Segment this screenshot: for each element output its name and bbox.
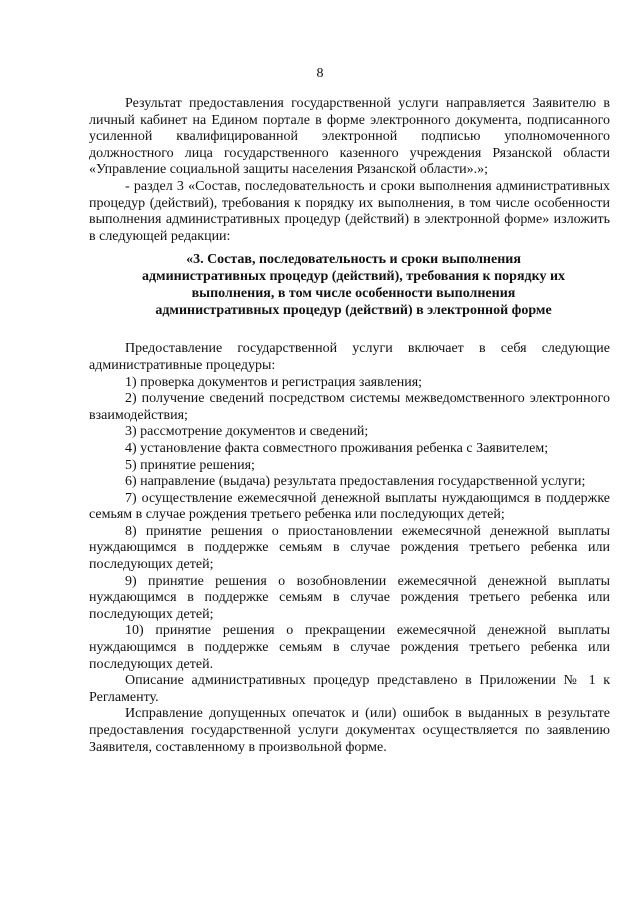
section-heading-line: «3. Состав, последовательность и сроки выполнения xyxy=(186,252,521,268)
paragraph-appendix-reference: Описание административных процедур представлено в Приложении № 1 к Регламенту. xyxy=(89,673,610,705)
procedure-item-7: 7) осуществление ежемесячной денежной выплаты нуждающимся в поддержке семьям в случае рождения третьего ребенка или последующих детей; xyxy=(89,490,610,523)
procedure-item-5: 5) принятие решения; xyxy=(125,457,255,473)
document-body xyxy=(89,96,610,756)
procedure-item-10: 10) принятие решения о прекращении ежемесячной денежной выплаты нуждающимся в поддержке семьям в случае рождения третьего ребенка или последующих детей. xyxy=(89,623,610,672)
page-number: 8 xyxy=(316,66,324,81)
paragraph-procedures-intro: Предоставление государственной услуги включает в себя следующие административные процедуры: xyxy=(89,341,610,373)
section-heading-line: административных процедур (действий), требования к порядку их xyxy=(141,269,566,285)
procedure-item-6: 6) направление (выдача) результата предоставления государственной услуги; xyxy=(125,474,586,490)
procedure-item-9: 9) принятие решения о возобновлении ежемесячной денежной выплаты нуждающимся в поддержке семьям в случае рождения третьего ребенка или последующих детей; xyxy=(89,573,610,622)
paragraph-result-delivery: Результат предоставления государственной услуги направляется Заявителю в личный кабинет на Едином портале в форме электронного документа, подписанного усиленной квалифицированной электронной подписью уполномоченного должностного лица государственного казенного учреждения Рязанской области «Управление социальной защиты населения Рязанской области».»; xyxy=(89,96,610,178)
section-heading-line: административных процедур (действий) в электронной форме xyxy=(155,303,552,319)
paragraph-error-correction: Исправление допущенных опечаток и (или) ошибок в выданных в результате предоставления государственной услуги документах осуществляется по заявлению Заявителя, составленному в произвольной форме. xyxy=(89,706,610,755)
section-heading-line: выполнения, в том числе особенности выполнения xyxy=(191,286,516,302)
section-heading xyxy=(89,251,610,319)
paragraph-section-3-amendment: - раздел 3 «Состав, последовательность и сроки выполнения административных процедур (действий), требования к порядку их выполнения, в том числе особенности выполнения административных процедур (действий) в электронной форме» изложить в следующей редакции: xyxy=(89,178,610,244)
procedure-item-8: 8) принятие решения о приостановлении ежемесячной денежной выплаты нуждающимся в поддержке семьям в случае рождения третьего ребенка или последующих детей; xyxy=(89,523,610,573)
procedure-item-1: 1) проверка документов и регистрация заявления; xyxy=(125,374,423,390)
procedure-item-4: 4) установление факта совместного проживания ребенка с Заявителем; xyxy=(125,440,549,456)
procedure-item-2: 2) получение сведений посредством системы межведомственного электронного взаимодействия; xyxy=(89,391,610,423)
procedure-item-3: 3) рассмотрение документов и сведений; xyxy=(125,424,369,440)
